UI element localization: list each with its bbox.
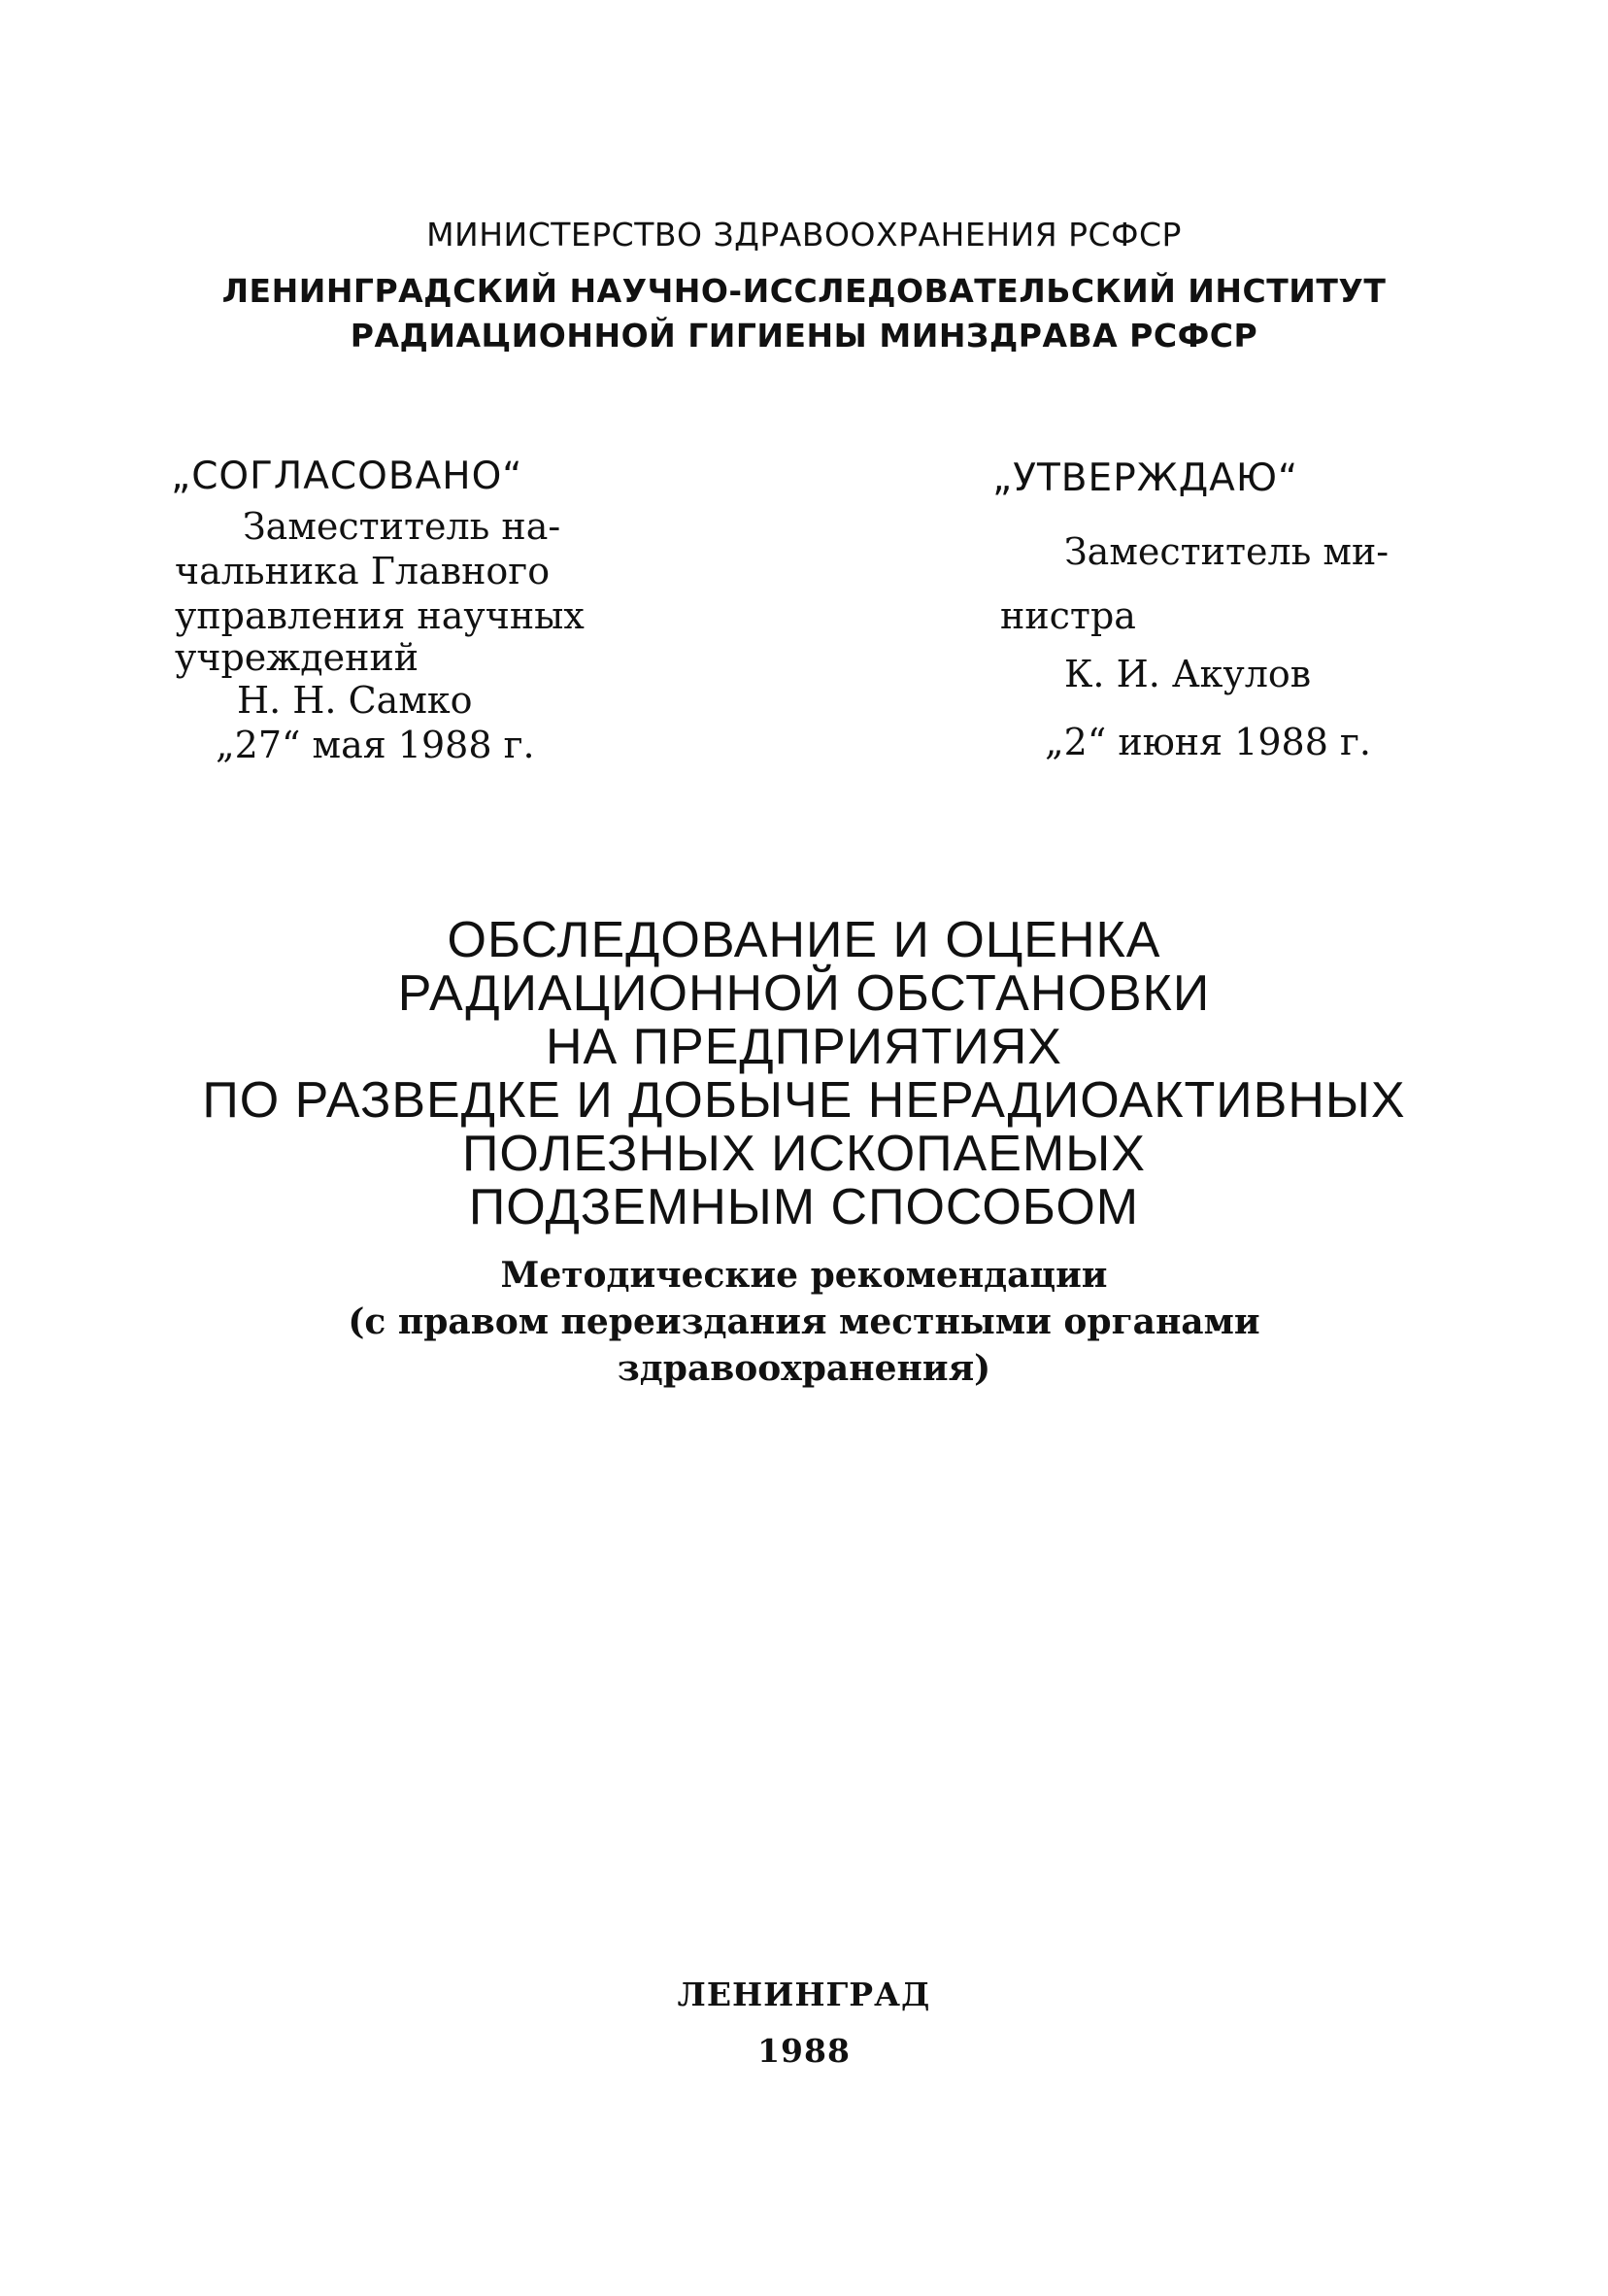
title-line: НА ПРЕДПРИЯТИЯХ (545, 1019, 1062, 1075)
publication-year: 1988 (757, 2032, 851, 2070)
agreed-line: чальника Главного (175, 550, 551, 592)
approved-line: Заместитель ми- (1064, 530, 1390, 573)
title-line: ПОДЗЕМНЫМ СПОСОБОМ (468, 1179, 1140, 1235)
title-line: ПОЛЕЗНЫХ ИСКОПАЕМЫХ (462, 1126, 1146, 1182)
subtitle-line: (с правом переиздания местными органами (348, 1301, 1260, 1342)
title-line: ПО РАЗВЕДКЕ И ДОБЫЧЕ НЕРАДИОАКТИВНЫХ (202, 1072, 1406, 1129)
agreed-stamp: „СОГЛАСОВАНО“ (171, 455, 523, 498)
ministry-heading: МИНИСТЕРСТВО ЗДРАВООХРАНЕНИЯ РСФСР (426, 216, 1182, 253)
agreed-line: Заместитель на- (243, 505, 561, 548)
subtitle-line: Методические рекомендации (500, 1255, 1108, 1296)
subtitle-line: здравоохранения) (617, 1348, 991, 1389)
institute-heading-line-2: РАДИАЦИОННОЙ ГИГИЕНЫ МИНЗДРАВА РСФСР (350, 317, 1258, 355)
approved-signatory: К. И. Акулов (1064, 653, 1312, 695)
title-line: РАДИАЦИОННОЙ ОБСТАНОВКИ (397, 965, 1211, 1022)
publication-city: ЛЕНИНГРАД (677, 1975, 931, 2013)
approved-line: нистра (1000, 594, 1136, 637)
approved-stamp: „УТВЕРЖДАЮ“ (992, 456, 1299, 500)
institute-heading-line-1: ЛЕНИНГРАДСКИЙ НАУЧНО-ИССЛЕДОВАТЕЛЬСКИЙ ИНСТИТУТ (221, 272, 1387, 310)
agreed-line: управления научных (175, 594, 585, 637)
agreed-date: „27“ мая 1988 г. (216, 724, 535, 766)
agreed-signatory: Н. Н. Самко (237, 679, 473, 722)
title-line: ОБСЛЕДОВАНИЕ И ОЦЕНКА (447, 912, 1161, 968)
approved-date: „2“ июня 1988 г. (1045, 721, 1371, 763)
agreed-line: учреждений (175, 636, 419, 679)
